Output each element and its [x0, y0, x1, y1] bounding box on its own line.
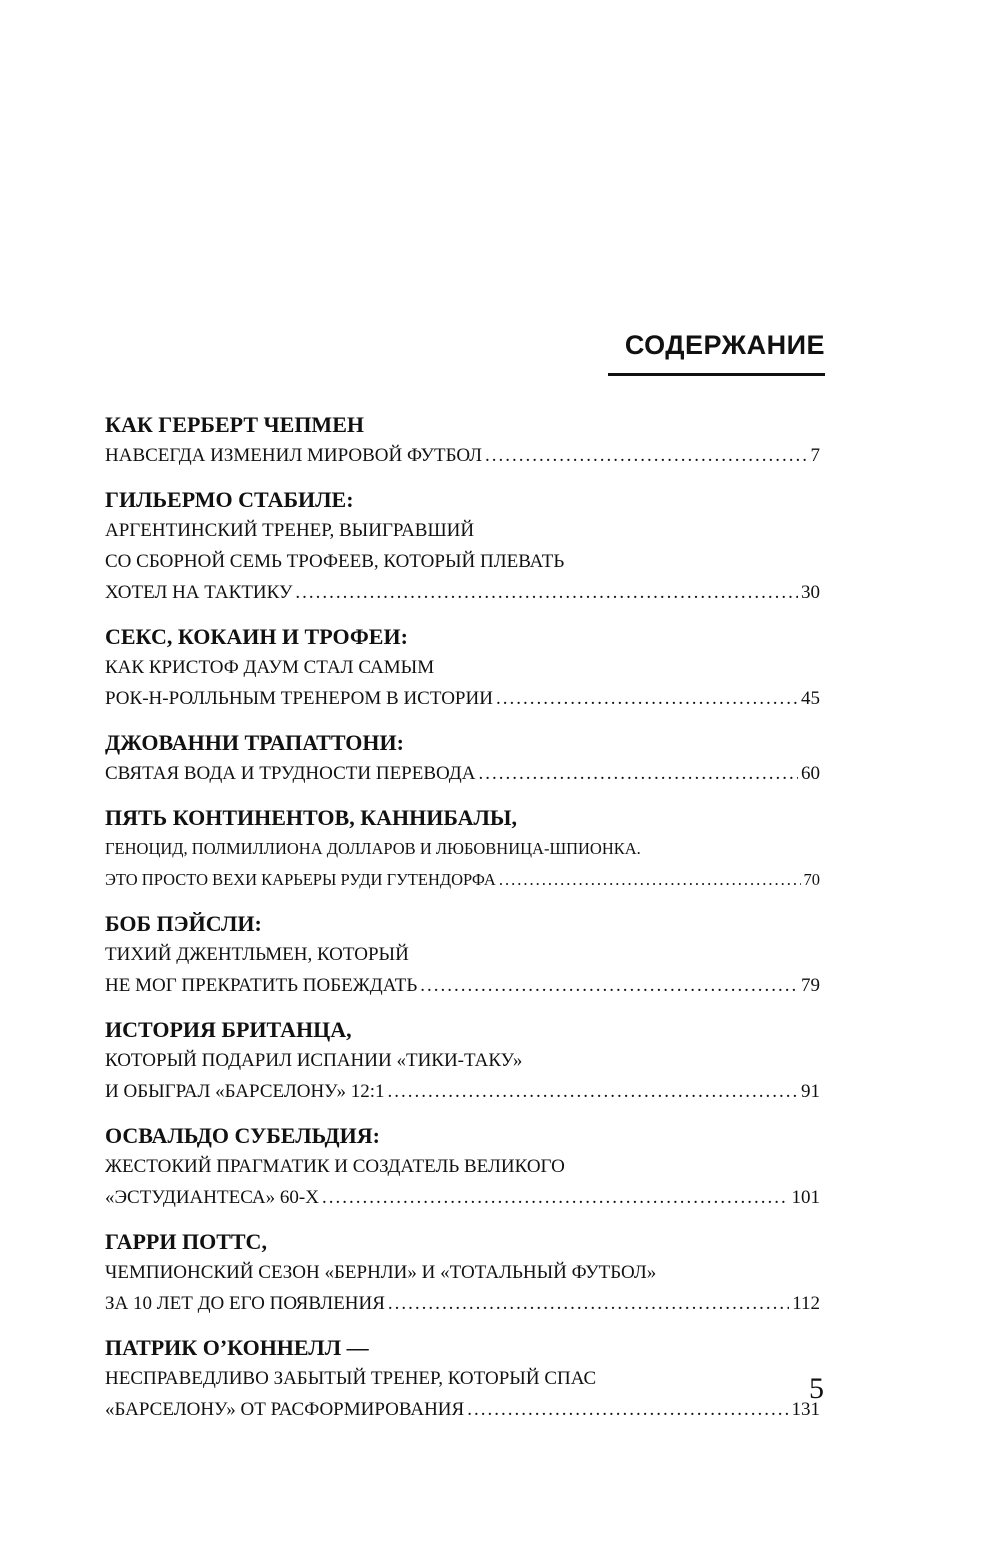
entry-text: НЕ МОГ ПРЕКРАТИТЬ ПОБЕЖДАТЬ	[105, 975, 418, 996]
toc-entry[interactable]	[105, 410, 820, 471]
entry-line: ЖЕСТОКИЙ ПРАГМАТИК И СОЗДАТЕЛЬ ВЕЛИКОГО	[105, 1156, 565, 1177]
toc-heading: СОДЕРЖАНИЕ	[624, 330, 825, 360]
entry-line: СО СБОРНОЙ СЕМЬ ТРОФЕЕВ, КОТОРЫЙ ПЛЕВАТЬ	[105, 551, 565, 572]
entry-text: ЭТО ПРОСТО ВЕХИ КАРЬЕРЫ РУДИ ГУТЕНДОРФА	[105, 870, 496, 889]
entry-page-number: 7	[810, 445, 820, 466]
entry-last-line	[105, 1182, 820, 1213]
entry-title: БОБ ПЭЙСЛИ:	[105, 911, 262, 936]
entry-page-number: 30	[801, 582, 820, 603]
entry-text: «БАРСЕЛОНУ» ОТ РАСФОРМИРОВАНИЯ	[105, 1399, 465, 1420]
toc-entry[interactable]	[105, 909, 820, 1001]
toc-entry[interactable]	[105, 803, 820, 895]
toc-entry[interactable]	[105, 1121, 820, 1213]
entry-title: СЕКС, КОКАИН И ТРОФЕИ:	[105, 624, 408, 649]
toc-entry[interactable]	[105, 1015, 820, 1107]
entry-page-number: 101	[791, 1187, 820, 1208]
toc-heading-rule	[608, 373, 825, 376]
entry-text: И ОБЫГРАЛ «БАРСЕЛОНУ» 12:1	[105, 1081, 385, 1102]
entry-last-line	[105, 1394, 820, 1425]
entry-last-line	[105, 440, 820, 471]
entry-title: ДЖОВАННИ ТРАПАТТОНИ:	[105, 730, 404, 755]
toc-entry[interactable]	[105, 1227, 820, 1319]
entry-last-line	[105, 758, 820, 789]
entry-title: ГИЛЬЕРМО СТАБИЛЕ:	[105, 487, 354, 512]
dot-leader	[388, 1288, 789, 1319]
dot-leader	[295, 577, 798, 608]
entry-title: ОСВАЛЬДО СУБЕЛЬДИЯ:	[105, 1123, 380, 1148]
entry-page-number: 112	[792, 1293, 820, 1314]
dot-leader	[485, 440, 807, 471]
entry-page-number: 131	[791, 1399, 820, 1420]
dot-leader	[499, 864, 801, 895]
entry-line: НЕСПРАВЕДЛИВО ЗАБЫТЫЙ ТРЕНЕР, КОТОРЫЙ СПАС	[105, 1368, 597, 1389]
dot-leader	[420, 970, 798, 1001]
page-number: 5	[809, 1372, 824, 1405]
entry-line: АРГЕНТИНСКИЙ ТРЕНЕР, ВЫИГРАВШИЙ	[105, 520, 475, 541]
entry-text: РОК-Н-РОЛЛЬНЫМ ТРЕНЕРОМ В ИСТОРИИ	[105, 688, 493, 709]
entry-title: ПАТРИК О’КОННЕЛЛ —	[105, 1335, 369, 1360]
entry-title: КАК ГЕРБЕРТ ЧЕПМЕН	[105, 412, 364, 437]
entry-page-number: 60	[801, 763, 820, 784]
entry-text: ХОТЕЛ НА ТАКТИКУ	[105, 582, 293, 603]
toc-entry[interactable]	[105, 1333, 820, 1425]
entry-title: ПЯТЬ КОНТИНЕНТОВ, КАННИБАЛЫ,	[105, 805, 518, 830]
entry-last-line	[105, 1288, 820, 1319]
entry-line: КАК КРИСТОФ ДАУМ СТАЛ САМЫМ	[105, 657, 435, 678]
entry-page-number: 79	[801, 975, 820, 996]
entry-last-line	[105, 683, 820, 714]
entry-last-line	[105, 970, 820, 1001]
entry-text: НАВСЕГДА ИЗМЕНИЛ МИРОВОЙ ФУТБОЛ	[105, 445, 483, 466]
entry-text: ЗА 10 ЛЕТ ДО ЕГО ПОЯВЛЕНИЯ	[105, 1293, 385, 1314]
entry-last-line	[105, 864, 820, 895]
entry-title: ГАРРИ ПОТТС,	[105, 1229, 267, 1254]
toc-list	[105, 410, 820, 1439]
entry-line: ЧЕМПИОНСКИЙ СЕЗОН «БЕРНЛИ» И «ТОТАЛЬНЫЙ ФУТБОЛ»	[105, 1262, 657, 1283]
toc-entry[interactable]	[105, 485, 820, 608]
entry-line: ГЕНОЦИД, ПОЛМИЛЛИОНА ДОЛЛАРОВ И ЛЮБОВНИЦА-ШПИОНКА.	[105, 839, 641, 858]
dot-leader	[496, 683, 798, 714]
entry-text: «ЭСТУДИАНТЕСА» 60-Х	[105, 1187, 319, 1208]
entry-title: ИСТОРИЯ БРИТАНЦА,	[105, 1017, 352, 1042]
entry-last-line	[105, 1076, 820, 1107]
dot-leader	[467, 1394, 788, 1425]
entry-last-line	[105, 577, 820, 608]
entry-page-number: 45	[801, 688, 820, 709]
entry-line: КОТОРЫЙ ПОДАРИЛ ИСПАНИИ «ТИКИ-ТАКУ»	[105, 1050, 523, 1071]
entry-text: СВЯТАЯ ВОДА И ТРУДНОСТИ ПЕРЕВОДА	[105, 763, 476, 784]
entry-line: ТИХИЙ ДЖЕНТЛЬМЕН, КОТОРЫЙ	[105, 944, 409, 965]
dot-leader	[387, 1076, 798, 1107]
entry-page-number: 70	[803, 870, 820, 889]
toc-entry[interactable]	[105, 622, 820, 714]
entry-page-number: 91	[801, 1081, 820, 1102]
toc-entry[interactable]	[105, 728, 820, 789]
dot-leader	[478, 758, 798, 789]
dot-leader	[322, 1182, 789, 1213]
